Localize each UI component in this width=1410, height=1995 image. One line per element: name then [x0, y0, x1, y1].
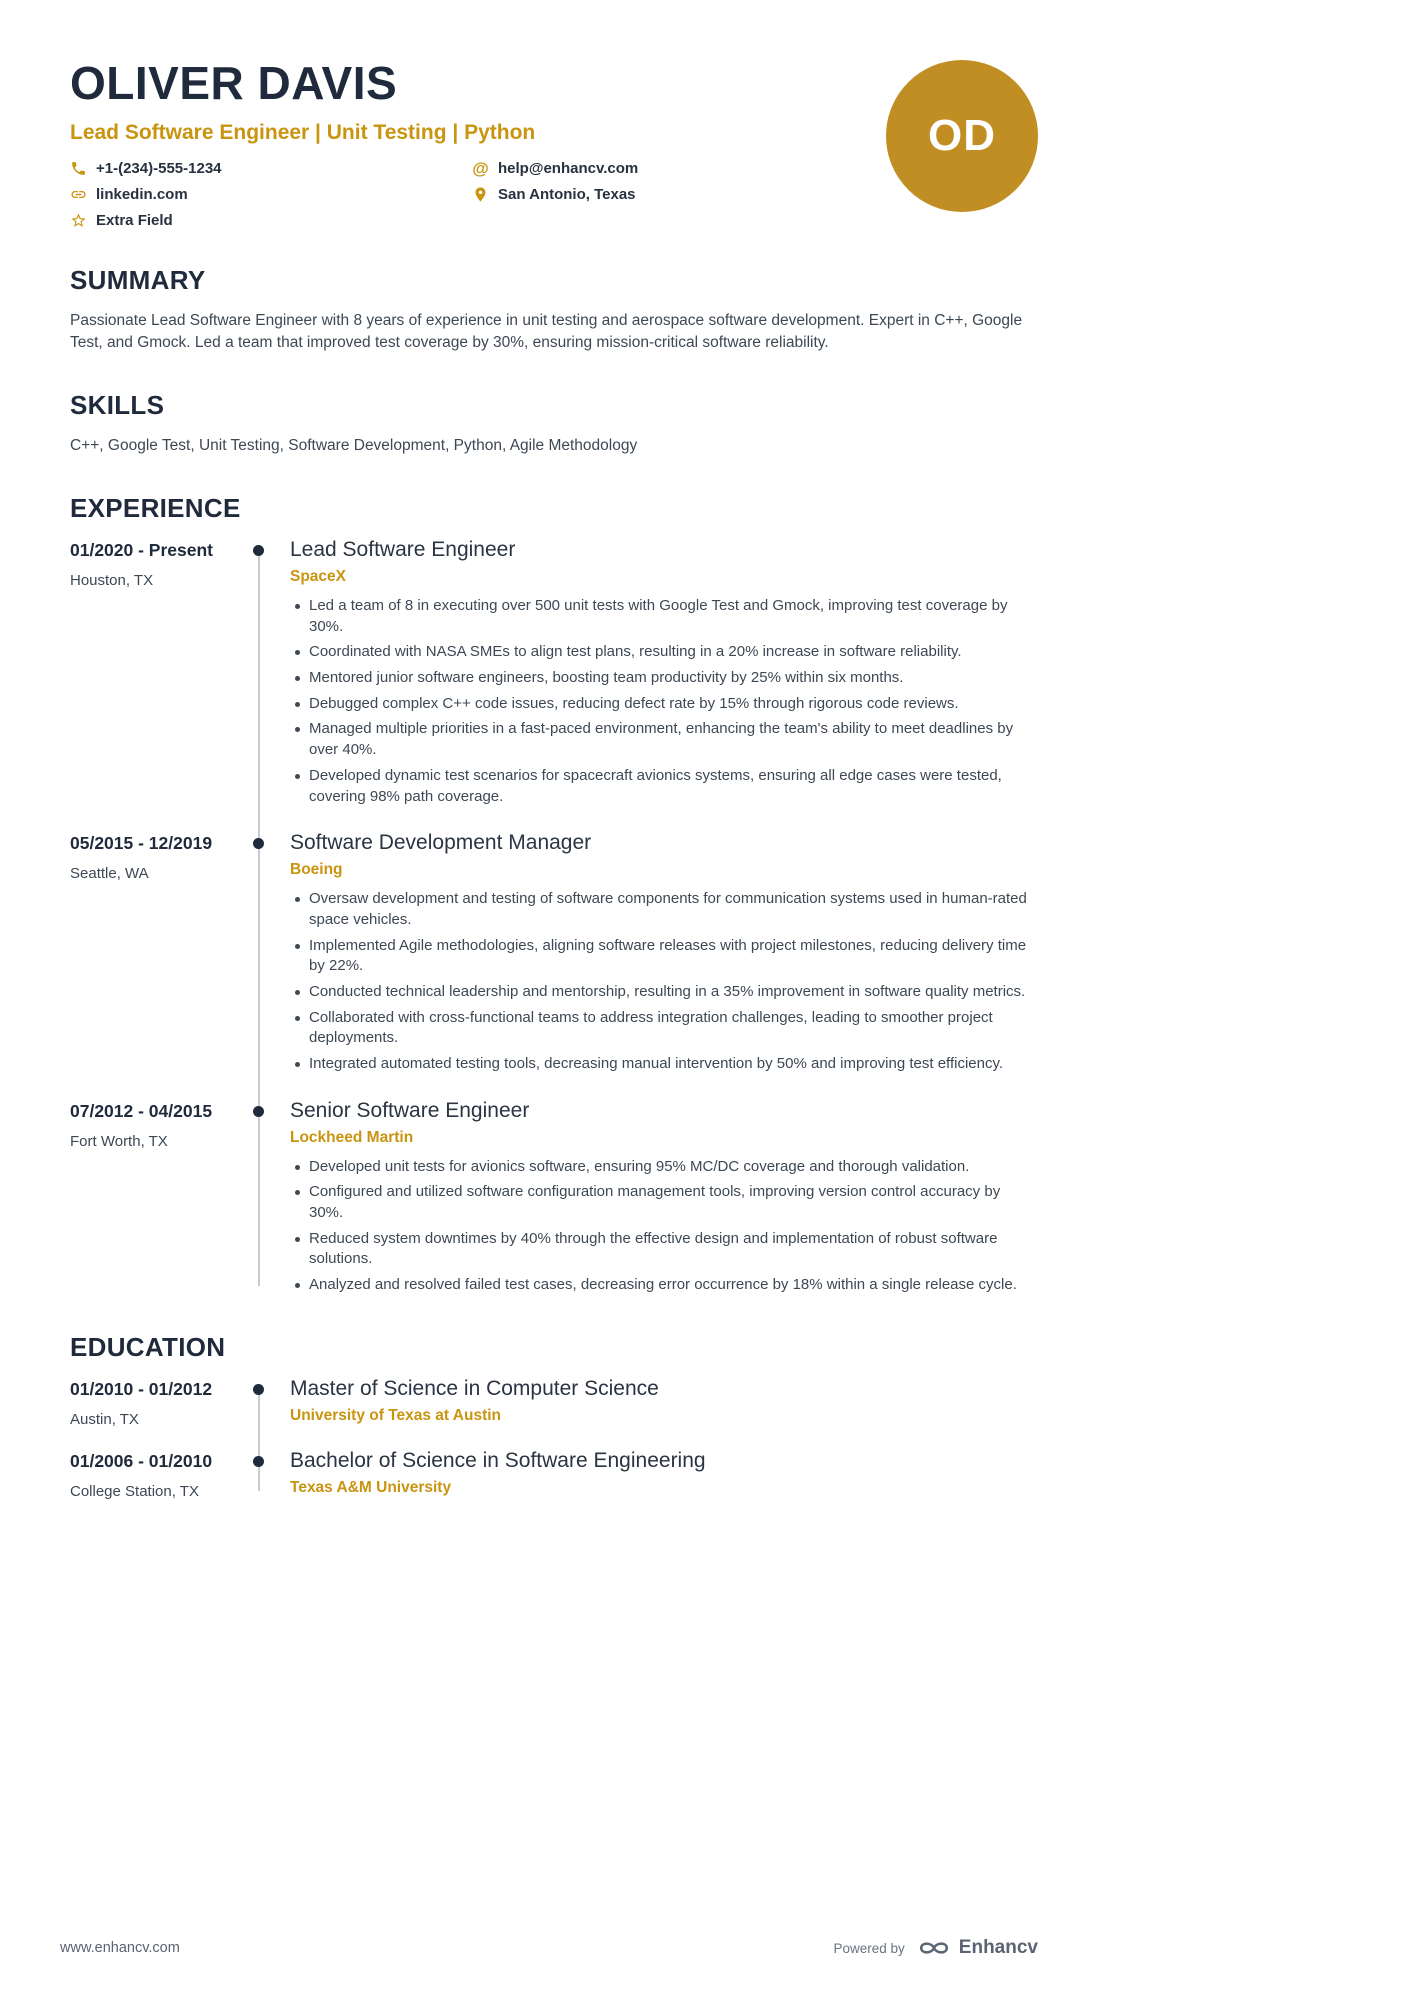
- entry-location: Houston, TX: [70, 572, 154, 589]
- bullet-item: Reduced system downtimes by 40% through the effective design and implementation of robust software solutions.: [290, 1229, 1038, 1270]
- education-entry: [70, 1449, 1038, 1501]
- bullet-item: Coordinated with NASA SMEs to align test plans, resulting in a 20% increase in software reliability.: [290, 642, 1038, 663]
- company-name: Boeing: [290, 861, 343, 879]
- link-icon: [70, 186, 87, 203]
- page-footer: [60, 1937, 1038, 1959]
- star-icon: [70, 212, 87, 229]
- entry-meta: [70, 833, 250, 882]
- timeline-dot: [253, 1384, 264, 1395]
- contact-phone-text: +1-(234)-555-1234: [96, 160, 222, 177]
- experience-heading: EXPERIENCE: [70, 493, 241, 523]
- skills-section: [70, 390, 1038, 457]
- timeline-dot: [253, 838, 264, 849]
- timeline-dot: [253, 1106, 264, 1117]
- resume-header: [70, 56, 1038, 229]
- degree-title: Bachelor of Science in Software Engineering: [290, 1448, 706, 1472]
- location-pin-icon: [472, 186, 489, 203]
- powered-by-label: Powered by: [833, 1940, 905, 1956]
- entry-location: Austin, TX: [70, 1410, 139, 1428]
- at-icon: @: [472, 159, 489, 178]
- skills-text: C++, Google Test, Unit Testing, Software Development, Python, Agile Methodology: [70, 437, 638, 454]
- contact-link-text: linkedin.com: [96, 186, 188, 203]
- contact-extra-text: Extra Field: [96, 212, 173, 229]
- contact-location-text: San Antonio, Texas: [498, 186, 636, 203]
- entry-dates: 01/2006 - 01/2010: [70, 1450, 213, 1471]
- candidate-headline: Lead Software Engineer | Unit Testing | Python: [70, 121, 536, 144]
- job-title: Senior Software Engineer: [290, 1098, 530, 1122]
- bullet-item: Analyzed and resolved failed test cases, decreasing error occurrence by 18% within a single release cycle.: [290, 1275, 1038, 1296]
- skills-heading: SKILLS: [70, 390, 165, 420]
- enhancv-logo-icon: [917, 1938, 951, 1958]
- resume-content: [70, 0, 1038, 1501]
- contact-location: [472, 186, 850, 203]
- summary-section: [70, 265, 1038, 354]
- education-entries: [70, 1377, 1038, 1501]
- contact-phone[interactable]: [70, 160, 472, 177]
- company-name: Lockheed Martin: [290, 1128, 414, 1146]
- entry-location: Fort Worth, TX: [70, 1132, 168, 1150]
- entry-location: College Station, TX: [70, 1482, 199, 1500]
- brand-name: Enhancv: [958, 1937, 1038, 1958]
- bullet-item: Oversaw development and testing of software components for communication systems used in human-rated space vehicles.: [290, 889, 1038, 930]
- contact-extra-field: [70, 212, 472, 229]
- company-name: SpaceX: [290, 568, 347, 585]
- degree-title: Master of Science in Computer Science: [290, 1376, 659, 1400]
- entry-body: [290, 831, 1038, 1075]
- entry-dates: 07/2012 - 04/2015: [70, 1100, 213, 1121]
- bullet-item: Led a team of 8 in executing over 500 unit tests with Google Test and Gmock, improving test coverage by 30%.: [290, 596, 1038, 637]
- entry-dates: 01/2020 - Present: [70, 540, 214, 560]
- education-section: [70, 1332, 1038, 1501]
- contact-list: [70, 160, 850, 229]
- bullet-item: Mentored junior software engineers, boosting team productivity by 25% within six months.: [290, 668, 1038, 689]
- job-title: Software Development Manager: [290, 831, 592, 855]
- timeline-dot: [253, 1456, 264, 1467]
- summary-heading: SUMMARY: [70, 265, 206, 295]
- bullet-item: Developed unit tests for avionics software, ensuring 95% MC/DC coverage and thorough validation.: [290, 1157, 1038, 1178]
- bullet-item: Configured and utilized software configuration management tools, improving version control accuracy by 30%.: [290, 1182, 1038, 1223]
- avatar: [886, 60, 1038, 212]
- entry-meta: [70, 1101, 250, 1150]
- education-heading: EDUCATION: [70, 1331, 226, 1362]
- bullet-list: [290, 1157, 1038, 1296]
- school-name: University of Texas at Austin: [290, 1406, 502, 1424]
- bullet-item: Debugged complex C++ code issues, reducing defect rate by 15% through rigorous code reviews.: [290, 694, 1038, 715]
- footer-website-link[interactable]: www.enhancv.com: [60, 1940, 180, 1956]
- entry-dates: 05/2015 - 12/2019: [70, 833, 213, 854]
- experience-section: [70, 493, 1038, 1296]
- entry-body: [290, 1449, 1038, 1497]
- bullet-list: [290, 596, 1038, 807]
- job-title: Lead Software Engineer: [290, 538, 516, 561]
- entry-body: [290, 1377, 1038, 1425]
- bullet-item: Collaborated with cross-functional teams to address integration challenges, leading to smoother project deployments.: [290, 1008, 1038, 1049]
- experience-entry: [70, 538, 1038, 807]
- bullet-item: Managed multiple priorities in a fast-paced environment, enhancing the team's ability to meet deadlines by over 40%.: [290, 719, 1038, 760]
- timeline-dot: [253, 545, 264, 556]
- experience-entries: [70, 538, 1038, 1296]
- contact-email-text: help@enhancv.com: [498, 160, 639, 177]
- bullet-item: Implemented Agile methodologies, aligning software releases with project milestones, reducing delivery time by 22%.: [290, 936, 1038, 977]
- contact-link[interactable]: [70, 186, 472, 203]
- education-entry: [70, 1377, 1038, 1429]
- school-name: Texas A&M University: [290, 1478, 452, 1496]
- entry-meta: [70, 1451, 250, 1500]
- summary-text: Passionate Lead Software Engineer with 8 years of experience in unit testing and aerospace software development. Expert in C++, Google Test, and Gmock. Led a team that improved test coverage by 30%, ensuring mission-critical software reliability.: [70, 312, 1023, 351]
- entry-location: Seattle, WA: [70, 865, 149, 883]
- experience-entry: [70, 1099, 1038, 1296]
- entry-meta: [70, 540, 250, 589]
- phone-icon: [70, 160, 87, 177]
- entry-dates: 01/2010 - 01/2012: [70, 1378, 213, 1399]
- bullet-item: Conducted technical leadership and mentorship, resulting in a 35% improvement in software quality metrics.: [290, 982, 1038, 1003]
- bullet-item: Integrated automated testing tools, decreasing manual intervention by 50% and improving test efficiency.: [290, 1054, 1038, 1075]
- brand-logo[interactable]: [917, 1937, 1038, 1959]
- entry-body: [290, 538, 1038, 807]
- candidate-name: OLIVER DAVIS: [70, 57, 398, 109]
- experience-entry: [70, 831, 1038, 1075]
- entry-meta: [70, 1379, 250, 1428]
- contact-email[interactable]: [472, 160, 850, 177]
- entry-body: [290, 1099, 1038, 1296]
- bullet-list: [290, 889, 1038, 1075]
- powered-by-group: [834, 1937, 1039, 1959]
- bullet-item: Developed dynamic test scenarios for spacecraft avionics systems, ensuring all edge cases were tested, covering 98% path coverage.: [290, 766, 1038, 807]
- avatar-initials: OD: [928, 111, 996, 160]
